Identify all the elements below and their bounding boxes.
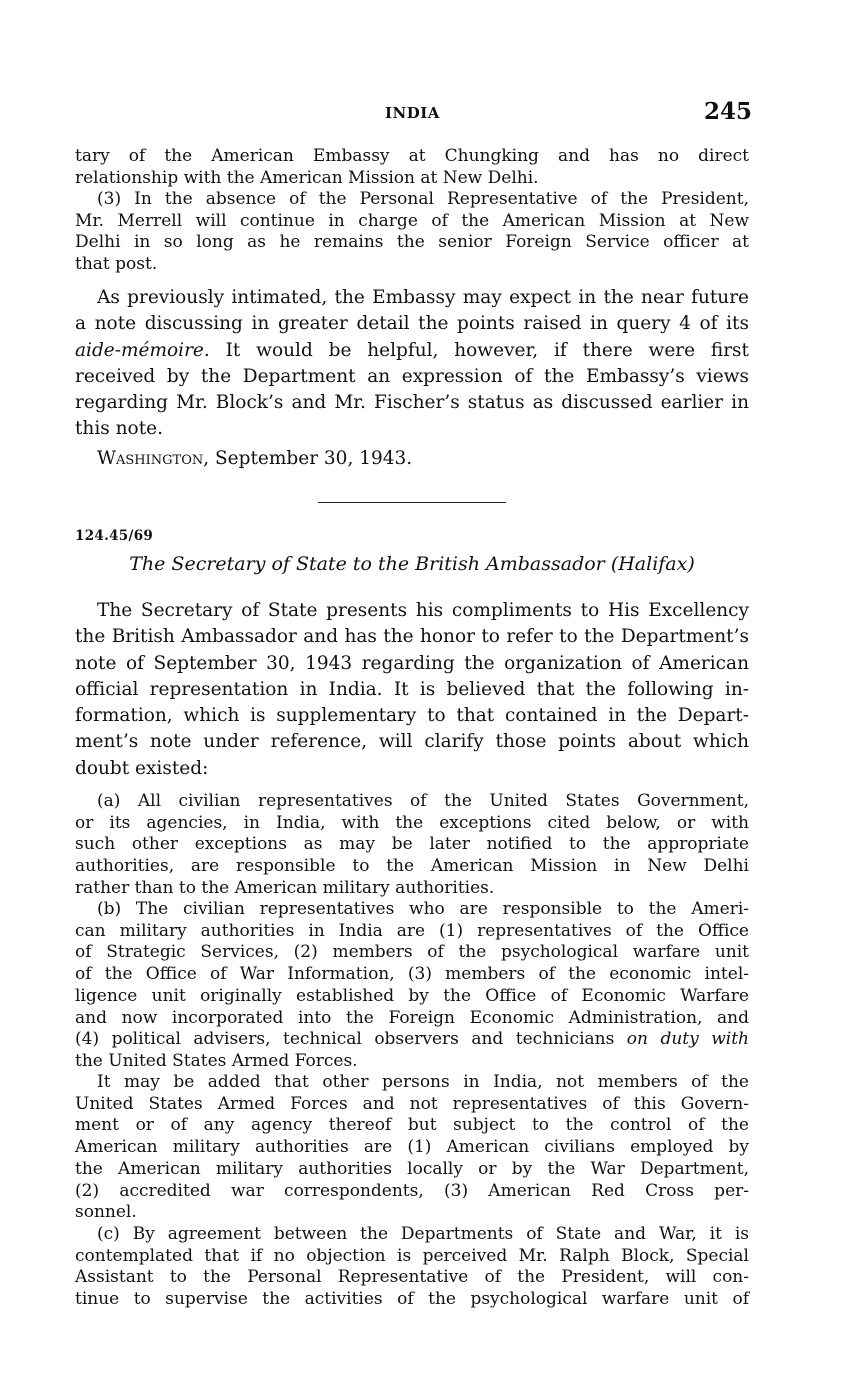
text-line: (b) The civilian representatives who are responsible to the Ameri- [97,899,749,919]
italic-term: on duty with [626,1029,749,1050]
text-line: can military authorities in India are (1) representatives of the Office [75,920,749,941]
text-line: (c) By agreement between the Departments of State and War, it is [97,1224,749,1244]
text-line: ment’s note under reference, will clarify those points about which [75,731,749,753]
text-run: (4) political advisers, technical observers and technicians [75,1029,627,1050]
dateline [75,446,771,472]
file-number: 124.45/69 [75,528,154,544]
text-line: a note discussing in greater detail the points raised in query 4 of its [75,313,749,335]
text-line: the British Ambassador and has the honor to refer to the Department’s [75,626,749,648]
text-line: ligence unit originally established by the Office of Economic Warfare [75,985,749,1006]
italic-term: aide-mémoire. [75,339,210,361]
text-line: contemplated that if no objection is perceived Mr. Ralph Block, Special [75,1245,749,1266]
text-run: It would be helpful, however, if there were first [209,339,749,361]
title-paren: (Halifax) [610,553,695,575]
dateline-place: Washington [97,448,204,469]
text-line [75,338,749,364]
text-line: It may be added that other persons in India, not members of the [97,1072,749,1092]
text-line: As previously intimated, the Embassy may expect in the near future [97,287,749,308]
text-line [75,1029,749,1051]
text-line: Mr. Merrell will continue in charge of the American Mission at New [75,210,749,231]
text-line: (3) In the absence of the Personal Representative of the President, [97,189,749,209]
text-line: tinue to supervise the activities of the psychological warfare unit of [75,1289,749,1310]
dateline-date: , September 30, 1943. [203,448,413,469]
text-line: doubt existed: [75,757,209,779]
text-line: Delhi in so long as he remains the senior Foreign Service officer at [75,232,749,253]
text-line: this note. [75,418,163,440]
text-line: or its agencies, in India, with the exceptions cited below, or with [75,812,749,833]
paragraph-c [75,1224,749,1311]
text-line: tary of the American Embassy at Chungking and has no direct [75,146,749,166]
text-line: sonnel. [75,1202,137,1223]
section-divider [318,502,506,503]
text-line: the American military authorities locally or by the War Department, [75,1158,749,1179]
text-line: and now incorporated into the Foreign Economic Administration, and [75,1007,749,1028]
text-line: that post. [75,254,158,275]
prev-note-paragraph-3 [75,285,749,443]
text-line: formation, which is supplementary to that contained in the Depart- [75,705,749,727]
text-line: (2) accredited war correspondents, (3) American Red Cross per- [75,1180,749,1201]
paragraph-b [75,899,749,1073]
page-number: 245 [704,98,753,125]
text-line: The Secretary of State presents his compliments to His Excellency [97,600,749,621]
text-line: of the Office of War Information, (3) members of the economic intel- [75,964,749,985]
text-line: relationship with the American Mission at New Delhi. [75,167,539,188]
prev-note-paragraph-1 [75,146,749,189]
text-line: official representation in India. It is believed that the following in- [75,678,749,700]
text-line: American military authorities are (1) American civilians employed by [75,1137,749,1158]
prev-note-paragraph-2 [75,189,749,276]
paragraph-a [75,791,749,900]
text-line: rather than to the American military authorities. [75,877,495,898]
text-line: United States Armed Forces and not representatives of this Govern- [75,1093,749,1114]
text-line: Assistant to the Personal Representative of the President, will con- [75,1267,749,1288]
text-line: note of September 30, 1943 regarding the organization of American [75,652,749,674]
text-line [97,446,771,472]
title-text: The Secretary of State to the British Ambassador [129,553,605,575]
text-line: received by the Department an expression of the Embassy’s views [75,365,749,387]
text-line: (a) All civilian representatives of the United States Government, [97,791,749,811]
running-header: INDIA [385,104,440,122]
document-title [75,553,749,575]
paragraph-additional [75,1072,749,1224]
text-line: authorities, are responsible to the American Mission in New Delhi [75,856,749,877]
text-line: ment or of any agency thereof but subject to the control of the [75,1115,749,1136]
text-line: such other exceptions as may be later notified to the appropriate [75,834,749,855]
text-line: the United States Armed Forces. [75,1050,358,1071]
text-line: regarding Mr. Block’s and Mr. Fischer’s status as discussed earlier in [75,392,749,414]
intro-paragraph [75,598,749,782]
text-line: of Strategic Services, (2) members of the psychological warfare unit [75,942,749,963]
